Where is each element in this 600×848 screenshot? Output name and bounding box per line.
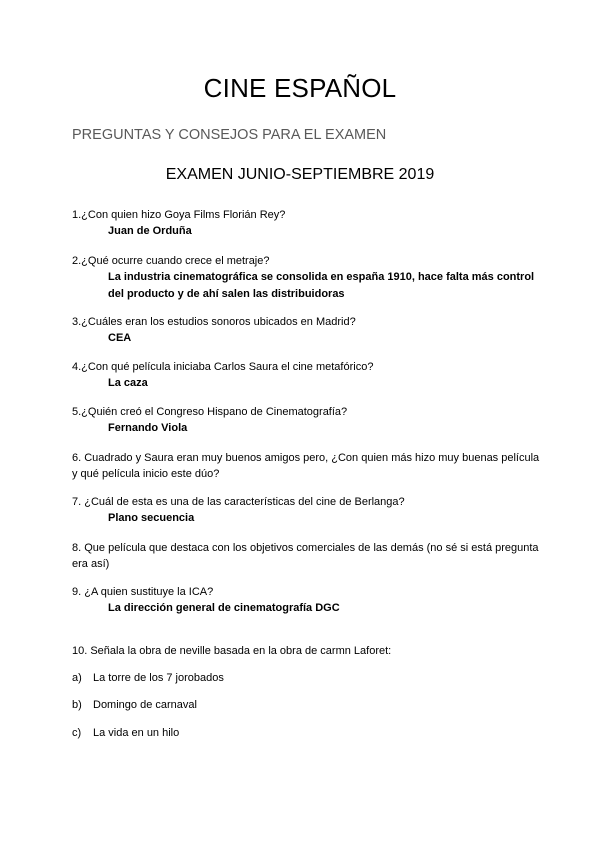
question-10 (72, 643, 542, 659)
option-b (72, 697, 197, 713)
question-8 (72, 540, 542, 572)
option-letter: a) (72, 672, 82, 684)
answer-text: La caza (108, 377, 148, 389)
answer-text: Fernando Viola (108, 422, 188, 434)
answer-text: Plano secuencia (108, 512, 195, 524)
option-letter: c) (72, 727, 82, 739)
question-text: 4.¿Con qué película iniciaba Carlos Saura el cine metafórico? (72, 361, 374, 373)
question-text: 5.¿Quién creó el Congreso Hispano de Cinematografía? (72, 406, 348, 418)
question-text: 2.¿Qué ocurre cuando crece el metraje? (72, 255, 270, 267)
question-text: 1.¿Con quien hizo Goya Films Florián Rey? (72, 209, 286, 221)
exam-heading: EXAMEN JUNIO-SEPTIEMBRE 2019 (165, 166, 435, 183)
answer-text: La dirección general de cinematografía DGC (108, 602, 340, 614)
question-text: 9. ¿A quien sustituye la ICA? (72, 586, 214, 598)
question-5 (72, 404, 542, 437)
question-3 (72, 314, 542, 347)
answer-text: CEA (108, 332, 132, 344)
question-6 (72, 450, 542, 482)
answer-text: Juan de Orduña (108, 225, 192, 237)
document-title: CINE ESPAÑOL (203, 73, 397, 103)
option-text: Domingo de carnaval (93, 699, 197, 711)
question-text: 3.¿Cuáles eran los estudios sonoros ubicados en Madrid? (72, 316, 356, 328)
question-2 (72, 253, 542, 303)
question-text: 8. Que película que destaca con los objetivos comerciales de las demás (no sé si está pregunta era así) (72, 542, 539, 570)
option-c (72, 725, 179, 741)
option-text: La vida en un hilo (93, 727, 180, 739)
question-1 (72, 207, 542, 240)
question-7 (72, 494, 542, 527)
option-text: La torre de los 7 jorobados (93, 672, 224, 684)
option-letter: b) (72, 699, 82, 711)
document-subtitle: PREGUNTAS Y CONSEJOS PARA EL EXAMEN (72, 127, 387, 143)
question-9 (72, 584, 542, 617)
question-text: 7. ¿Cuál de esta es una de las características del cine de Berlanga? (72, 496, 405, 508)
question-text: 6. Cuadrado y Saura eran muy buenos amigos pero, ¿Con quien más hizo muy buenas película y qué película inicio este dúo? (72, 452, 540, 480)
question-text: 10. Señala la obra de neville basada en la obra de carmn Laforet: (72, 645, 392, 657)
question-4 (72, 359, 542, 392)
option-a (72, 670, 224, 686)
answer-text: La industria cinematográfica se consolida en españa 1910, hace falta más control del producto y de ahí salen las distribuidoras (108, 271, 535, 300)
